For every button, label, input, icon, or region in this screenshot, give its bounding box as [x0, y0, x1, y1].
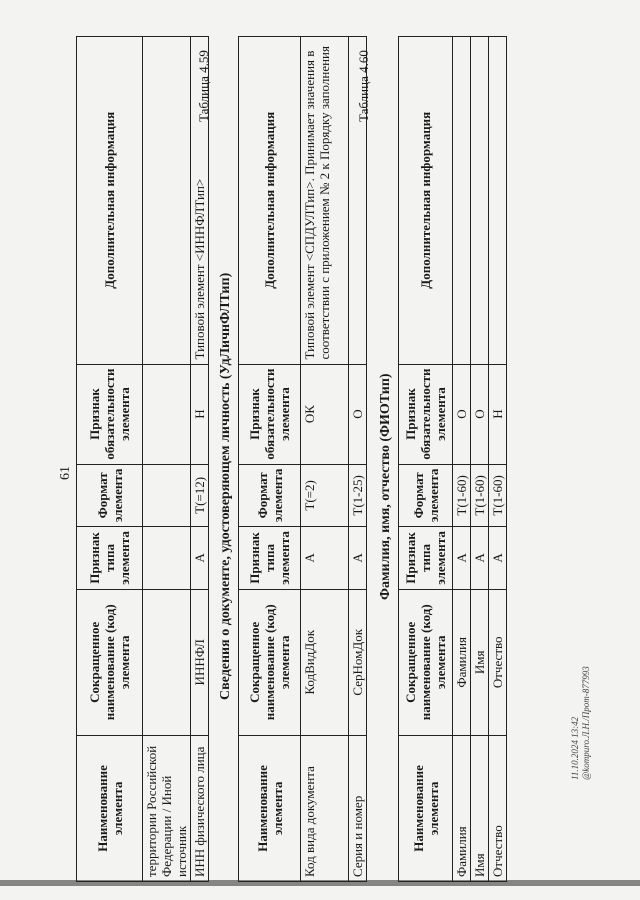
- cell-name: ИНН физического лица: [191, 735, 209, 881]
- cell-info: Типовой элемент <СПДУЛТип>. Принимает значения в соответствии с приложением № 2 к Порядку заполнения: [301, 37, 349, 365]
- header-info: Дополнительная информация: [239, 37, 301, 365]
- header-name: Наименование элемента: [77, 735, 143, 881]
- cell-req: ОК: [301, 364, 349, 464]
- cell-type: А: [301, 527, 349, 590]
- table-number: Таблица 4.60: [356, 50, 371, 122]
- header-info: Дополнительная информация: [77, 37, 143, 365]
- cell-format: Т(1-25): [349, 464, 367, 527]
- header-req: Признак обязательности элемента: [77, 364, 143, 464]
- cell-type: А: [191, 527, 209, 590]
- cell-format: Т(1-60): [453, 464, 471, 527]
- header-format: Формат элемента: [399, 464, 453, 527]
- cell-format: Т(=12): [191, 464, 209, 527]
- header-format: Формат элемента: [77, 464, 143, 527]
- cell-info: [471, 37, 489, 365]
- scan-stamp: [570, 666, 592, 780]
- header-type: Признак типа элемента: [399, 527, 453, 590]
- table-header-row: [399, 37, 453, 882]
- header-format: Формат элемента: [239, 464, 301, 527]
- cell-req: [143, 364, 191, 464]
- cell-type: А: [471, 527, 489, 590]
- stamp-line-date: 11.10.2024 13:42: [570, 716, 580, 780]
- header-type: Признак типа элемента: [239, 527, 301, 590]
- header-info: Дополнительная информация: [399, 37, 453, 365]
- cell-code: [143, 589, 191, 735]
- table-inn: [76, 36, 209, 882]
- cell-name: Серия и номер: [349, 735, 367, 881]
- table-fio: [398, 36, 507, 882]
- cell-type: А: [489, 527, 507, 590]
- cell-code: Отчество: [489, 589, 507, 735]
- stamp-line-ref: @kompuro.Л.Н./Прот-877993: [581, 666, 591, 780]
- cell-code: ИННФЛ: [191, 589, 209, 735]
- cell-format: [143, 464, 191, 527]
- header-type: Признак типа элемента: [77, 527, 143, 590]
- table-row: [349, 37, 367, 882]
- cell-type: А: [349, 527, 367, 590]
- cell-code: Имя: [471, 589, 489, 735]
- table-row: [453, 37, 471, 882]
- table-header-row: [239, 37, 301, 882]
- cell-req: О: [349, 364, 367, 464]
- cell-name: Фамилия: [453, 735, 471, 881]
- page-number: 61: [58, 466, 73, 480]
- table-row: [489, 37, 507, 882]
- cell-name: Отчество: [489, 735, 507, 881]
- cell-code: КодВидДок: [301, 589, 349, 735]
- table-caption: Сведения о документе, удостоверяющем личность (УдЛичнФЛТип): [218, 272, 233, 700]
- header-req: Признак обязательности элемента: [399, 364, 453, 464]
- table-number: Таблица 4.59: [196, 50, 211, 122]
- table-row: [471, 37, 489, 882]
- cell-name: Код вида документа: [301, 735, 349, 881]
- header-name: Наименование элемента: [399, 735, 453, 881]
- cell-name: территории Российской Федерации / Иной источник: [143, 735, 191, 881]
- table-row: [143, 37, 191, 882]
- table-id-document: [238, 36, 367, 882]
- table-row: [191, 37, 209, 882]
- cell-code: Фамилия: [453, 589, 471, 735]
- cell-info: [453, 37, 471, 365]
- cell-type: А: [453, 527, 471, 590]
- header-code: Сокращенное наименование (код) элемента: [77, 589, 143, 735]
- cell-req: О: [453, 364, 471, 464]
- header-req: Признак обязательности элемента: [239, 364, 301, 464]
- cell-code: СерНомДок: [349, 589, 367, 735]
- cell-format: Т(1-60): [489, 464, 507, 527]
- cell-info: [489, 37, 507, 365]
- cell-req: Н: [489, 364, 507, 464]
- cell-req: О: [471, 364, 489, 464]
- table-row: [301, 37, 349, 882]
- cell-req: Н: [191, 364, 209, 464]
- table-header-row: [77, 37, 143, 882]
- cell-info: [143, 37, 191, 365]
- cell-format: Т(1-60): [471, 464, 489, 527]
- cell-format: Т(=2): [301, 464, 349, 527]
- scan-noise-strip: [0, 880, 640, 886]
- cell-info: Типовой элемент <ИННФЛТип>: [191, 37, 209, 365]
- header-name: Наименование элемента: [239, 735, 301, 881]
- header-code: Сокращенное наименование (код) элемента: [399, 589, 453, 735]
- header-code: Сокращенное наименование (код) элемента: [239, 589, 301, 735]
- cell-name: Имя: [471, 735, 489, 881]
- table-caption: Фамилия, имя, отчество (ФИОТип): [378, 373, 393, 600]
- cell-type: [143, 527, 191, 590]
